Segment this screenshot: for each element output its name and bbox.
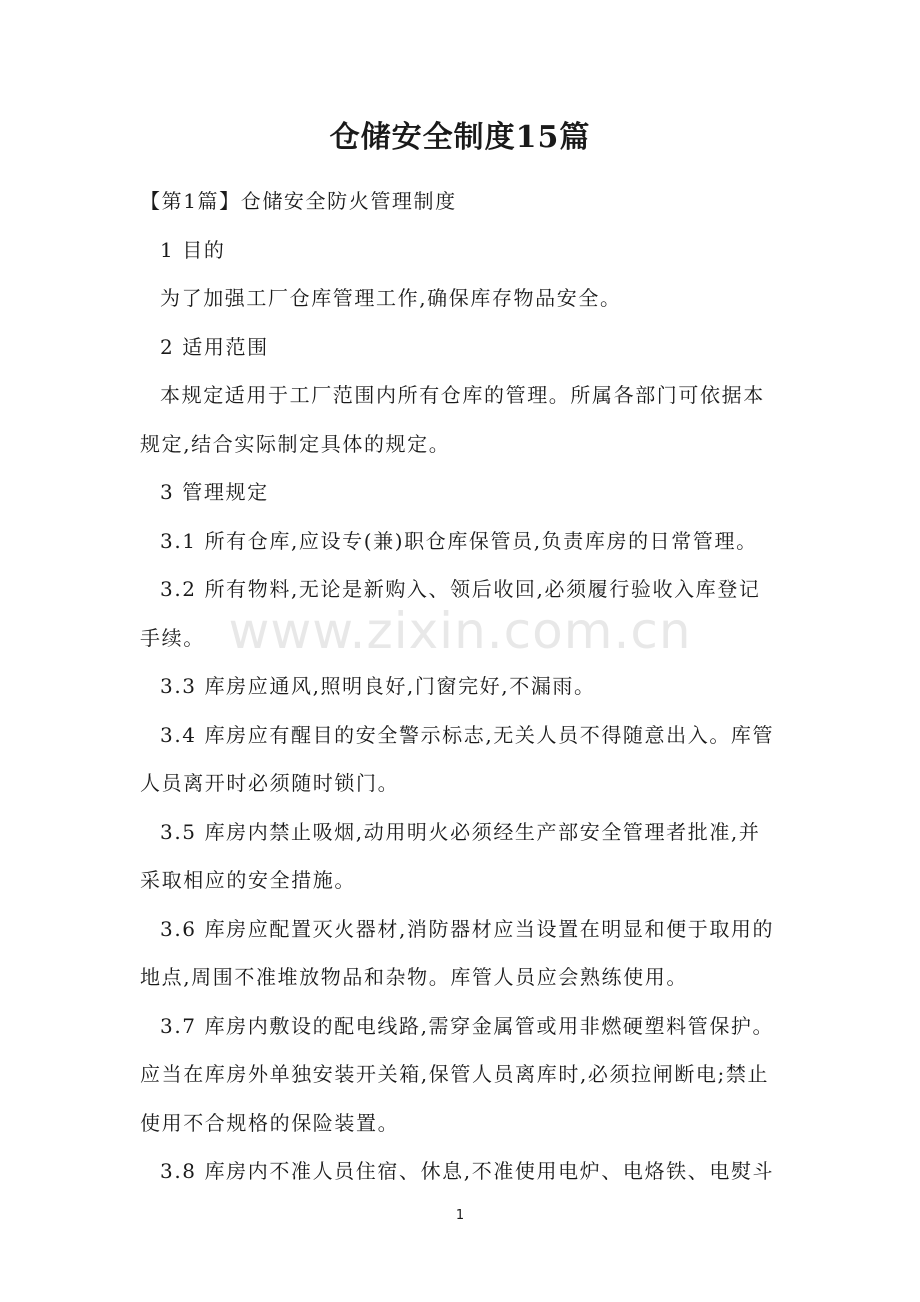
paragraph: 3.1 所有仓库,应设专(兼)职仓库保管员,负责库房的日常管理。 — [160, 528, 758, 553]
document-body — [140, 177, 782, 1196]
paragraph: 3.2 所有物料,无论是新购入、领后收回,必须履行验收入库登记手续。 — [140, 577, 761, 650]
page-number: 1 — [455, 1208, 465, 1223]
paragraph: 3.7 库房内敷设的配电线路,需穿金属管或用非燃硬塑料管保护。应当在库房外单独安装开关箱,保管人员离库时,必须拉闸断电;禁止使用不合规格的保险装置。 — [140, 1013, 775, 1135]
paragraph: 3.8 库房内不准人员住宿、休息,不准使用电炉、电烙铁、电熨斗 — [160, 1159, 775, 1183]
document-title: 仓储安全制度15篇 — [329, 120, 591, 155]
paragraph: 3.6 库房应配置灭火器材,消防器材应当设置在明显和便于取用的地点,周围不准堆放物品和杂物。库管人员应会熟练使用。 — [140, 916, 775, 989]
watermark: www.zixin.com.cn — [228, 602, 692, 660]
paragraph: 3 管理规定 — [160, 480, 269, 504]
paragraph: 3.4 库房应有醒目的安全警示标志,无关人员不得随意出入。库管人员离开时必须随时锁门。 — [140, 722, 775, 795]
paragraph: 为了加强工厂仓库管理工作,确保库存物品安全。 — [160, 286, 622, 310]
paragraph: 本规定适用于工厂范围内所有仓库的管理。所属各部门可依据本规定,结合实际制定具体的规定。 — [140, 383, 765, 456]
paragraph: 2 适用范围 — [160, 334, 269, 359]
section-heading: 【第1篇】仓储安全防火管理制度 — [140, 189, 457, 213]
paragraph: 3.5 库房内禁止吸烟,动用明火必须经生产部安全管理者批准,并采取相应的安全措施。 — [140, 819, 761, 892]
paragraph: 3.3 库房应通风,照明良好,门窗完好,不漏雨。 — [160, 674, 596, 698]
paragraph: 1 目的 — [160, 237, 226, 262]
